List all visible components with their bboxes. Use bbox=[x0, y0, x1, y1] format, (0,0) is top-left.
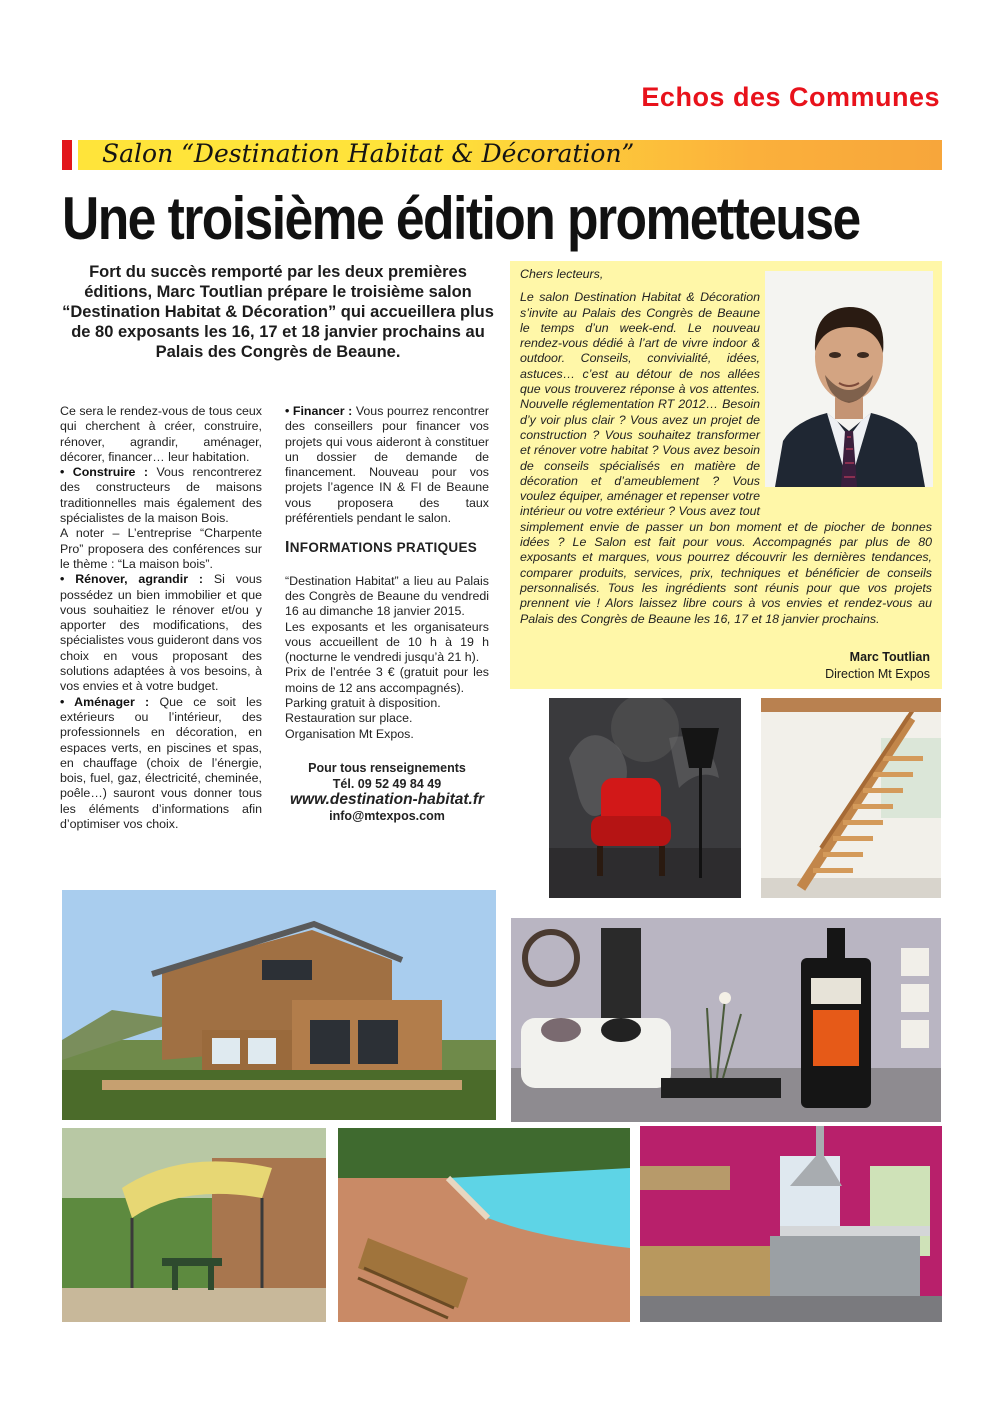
lead-paragraph: Fort du succès remporté par les deux premières éditions, Marc Toutlian prépare le troisième salon “Destination Habitat & Décoration” qui accueillera plus de 80 exposants les 16, 17 et 18 janvier prochains au Palais des Congrès de Beaune. bbox=[62, 263, 494, 361]
renover-text: Si vous possédez un bien immobilier et que vous souhaitiez le rénover et/ou y apporter des modifications, des spécialistes vous guideront dans vos choix en vous proposant des solutions adaptées à vos besoins, à vos envies et à votre budget. bbox=[60, 572, 262, 694]
salon-banner bbox=[62, 140, 942, 170]
kitchen-photo bbox=[640, 1126, 942, 1322]
staircase-photo bbox=[761, 698, 941, 898]
wooden-house-photo bbox=[62, 890, 496, 1120]
headline: Une troisième édition prometteuse bbox=[62, 185, 860, 252]
info-dates: “Destination Habitat” a lieu au Palais des Congrès de Beaune du vendredi 16 au dimanche 18 janvier 2015. bbox=[285, 573, 489, 619]
financer-text: Vous pourrez rencontrer des conseillers pour financer vos projets qui vous aideront à constituer un dossier de demande de financement. Nouveau pour vos projets l’agence IN & FI de Beaune vous proposera des taux préférentiels pendant le salon. bbox=[285, 404, 489, 526]
article-column-left bbox=[60, 404, 262, 832]
financer-paragraph bbox=[285, 404, 489, 526]
amenager-paragraph bbox=[60, 695, 262, 833]
info-price: Prix de l’entrée 3 € (gratuit pour les moins de 12 ans accompagnés). bbox=[285, 665, 489, 695]
info-heading bbox=[285, 540, 489, 555]
info-hours: Les exposants et les organisateurs vous accueillent de 10 h à 19 h (nocturne le vendredi jusqu’à 21 h). bbox=[285, 619, 489, 665]
signature-role: Direction Mt Expos bbox=[825, 667, 930, 681]
info-heading-rest: NFORMATIONS PRATIQUES bbox=[289, 540, 478, 556]
construire-text: Vous rencontrerez des constructeurs de maisons traditionnelles mais également des spécialistes de la maison Bois. bbox=[60, 465, 263, 526]
amenager-label: • Aménager : bbox=[60, 694, 150, 709]
renover-paragraph bbox=[60, 572, 262, 694]
info-parking: Parking gratuit à disposition. bbox=[285, 696, 441, 711]
info-organisation: Organisation Mt Expos. bbox=[285, 726, 414, 741]
contact-email-link[interactable]: info@mtexpos.com bbox=[329, 808, 445, 823]
article-column-middle bbox=[285, 404, 489, 824]
banner-text: Salon “Destination Habitat & Décoration” bbox=[102, 139, 635, 168]
contact-block bbox=[285, 760, 489, 824]
pool-photo bbox=[338, 1128, 630, 1322]
construire-paragraph bbox=[60, 465, 262, 526]
info-restauration: Restauration sur place. bbox=[285, 711, 413, 726]
editorial-signature bbox=[825, 649, 930, 683]
info-heading-initial: I bbox=[285, 539, 290, 557]
intro-paragraph: Ce sera le rendez-vous de tous ceux qui cherchent à créer, construire, rénover, agrandir, aménager, décorer, financer… leur habitation. bbox=[60, 404, 262, 464]
amenager-text: Que ce soit les extérieurs ou l’intérieur, des professionnels en décoration, en espaces verts, en piscines et spas, en chauffage (choix de l’énergie, bois, fuel, gaz, électricité, cheminée, poêle…) sauront vous donner tous les éléments d’informations afin d’optimiser vos choix. bbox=[60, 694, 262, 832]
signature-name: Marc Toutlian bbox=[849, 650, 930, 664]
living-room-photo bbox=[511, 918, 941, 1122]
contact-website-link[interactable]: www.destination-habitat.fr bbox=[289, 790, 485, 808]
editorial-body-text: Le salon Destination Habitat & Décoration s’invite au Palais des Congrès de Beaune le temps d’un week-end. Le nouveau rendez-vous dédié à l’art de vivre indoor & outdoor. Conseils, convivialité, idées, astuces… c’est au détour de nos allées que vous trouverez réponse à vos attentes. Nouvelle réglementation RT 2012… Besoin d’y voir plus clair ? Vous avez un projet de construction ? Vous souhaitez transformer et rénover votre habitat ? Vous avez besoin de conseils spécialisés en matière de décoration et d’ameublement ? Vous voulez équiper, aménager et repenser votre intérieur ou votre extérieur ? Vous avez tout simplement envie de passer un bon moment et de piocher de bonnes idées ? Le Salon est fait pour vous. Accompagnés par plus de 80 exposants et marques, vous pourrez découvrir les dernières tendances, comparer produits, services, prix, techniques et bénéficier de conseils personnalisés. Tous les ingrédients sont réunis pour que vos projets prennent vie ! Alors laissez libre cours à vos envies et rendez-vous au Palais des Congrès de Beaune les 16, 17 et 18 janvier prochains. bbox=[520, 290, 932, 626]
financer-label: • Financer : bbox=[285, 404, 353, 418]
renover-label: • Rénover, agrandir : bbox=[60, 572, 204, 587]
section-title: Echos des Communes bbox=[641, 82, 940, 112]
armchair-photo bbox=[549, 698, 741, 898]
editorial-body bbox=[520, 290, 932, 627]
contact-phone: Tél. 09 52 49 84 49 bbox=[332, 776, 442, 791]
contact-title: Pour tous renseignements bbox=[308, 760, 466, 775]
charpente-note: A noter – L’entreprise “Charpente Pro” proposera des conférences sur le thème : “La maison bois”. bbox=[60, 526, 262, 571]
editorial-greeting: Chers lecteurs, bbox=[520, 267, 604, 281]
portrait-spacer bbox=[760, 290, 932, 512]
construire-label: • Construire : bbox=[60, 465, 148, 480]
editorial-box bbox=[510, 261, 942, 689]
banner-red-marker bbox=[62, 140, 72, 170]
pergola-photo bbox=[62, 1128, 326, 1322]
editorial-text bbox=[520, 267, 932, 627]
